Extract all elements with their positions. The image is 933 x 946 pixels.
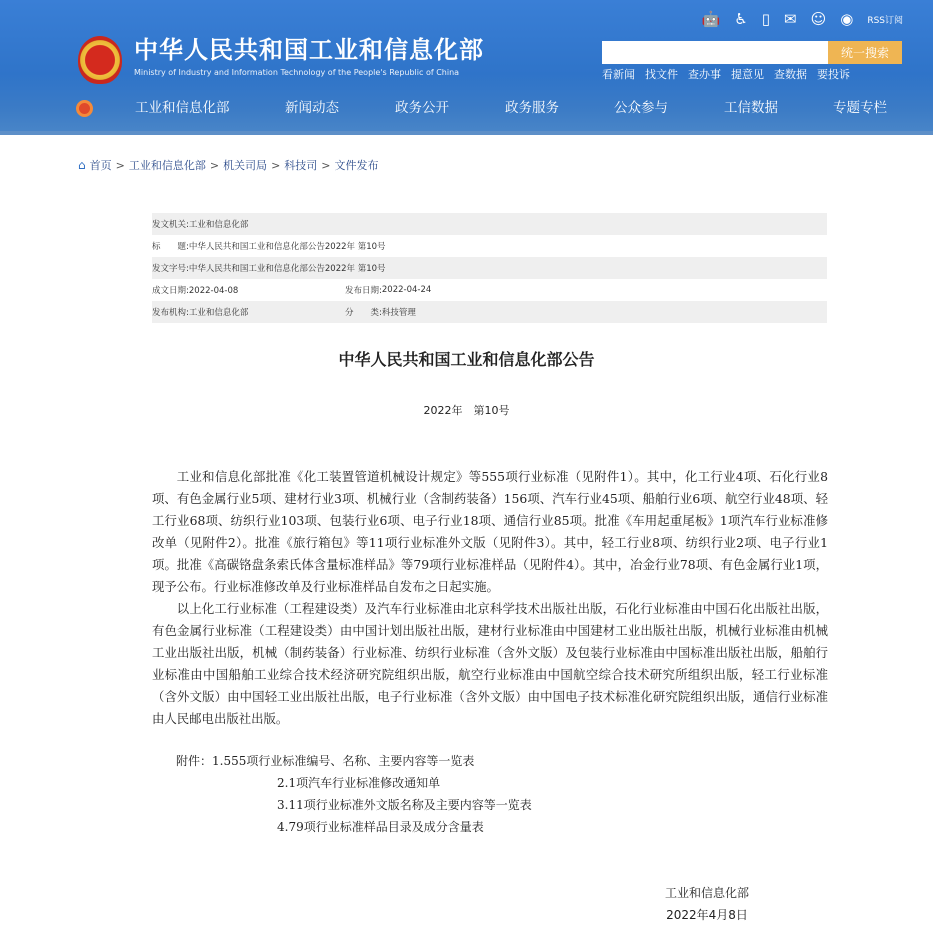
nav-gov-affairs[interactable]: 政务公开 [395, 100, 449, 116]
breadcrumb-departments[interactable]: 机关司局 [223, 159, 268, 172]
article-number: 2022年 第10号 [423, 404, 510, 417]
meta-row-issuer [152, 213, 827, 235]
search-input[interactable] [602, 41, 828, 64]
meta-label: 标 题: [152, 242, 189, 252]
nav-participation[interactable]: 公众参与 [614, 100, 668, 116]
breadcrumb-file-release[interactable]: 文件发布 [334, 159, 379, 172]
breadcrumb-tech-dept[interactable]: 科技司 [284, 159, 318, 172]
meta-row-title [152, 235, 827, 257]
meta-label: 发文字号: [152, 264, 189, 274]
breadcrumb-miit[interactable]: 工业和信息化部 [128, 159, 206, 172]
meta-value: 工业和信息化部 [188, 220, 249, 230]
meta-label: 发文机关: [152, 220, 189, 230]
attachments-list [176, 750, 828, 838]
meta-row-org [152, 301, 827, 323]
meta-value: 科技管理 [381, 308, 416, 318]
search-button[interactable]: 统一搜索 [828, 41, 902, 64]
wechat-icon[interactable]: ☺ [810, 10, 827, 28]
meta-row-dates [152, 279, 827, 301]
nav-miit[interactable]: 工业和信息化部 [135, 100, 230, 116]
article-content [152, 466, 828, 946]
national-emblem-logo [78, 36, 122, 84]
paragraph: 以上化工行业标准（工程建设类）及汽车行业标准由北京科学技术出版社出版，石化行业标准由中国石化出版社出版，有色金属行业标准（工程建设类）由中国计划出版社出版，建材行业标准由中国建材工业出版社出版，机械行业标准由机械工业出版社出版，机械（制药装备）行业标准、纺织行业标准（含外文版）及包装行业标准由中国标准出版社出版，船舶行业标准由中国船舶工业综合技术经济研究院组织出版，航空行业标准由中国航空综合技术研究所组织出版，轻工行业标准（含外文版）由中国轻工业出版社出版，电子行业标准（含外文版）由中国电子技术标准化研究院组织出版，通信行业标准由人民邮电出版社出版。 [152, 601, 828, 726]
attachment-3[interactable]: 3.11项行业标准外文版名称及主要内容等一览表 [277, 798, 532, 812]
meta-value: 2022-04-24 [381, 285, 432, 295]
meta-value: 中华人民共和国工业和信息化部公告2022年 第10号 [188, 264, 386, 274]
breadcrumb-home[interactable]: 首页 [89, 159, 112, 172]
signature-block [652, 882, 762, 926]
nav-data[interactable]: 工信数据 [724, 100, 778, 116]
meta-label: 发布机构: [152, 308, 189, 318]
nav-gov-services[interactable]: 政务服务 [505, 100, 559, 116]
robot-icon[interactable]: 🤖 [701, 10, 721, 28]
quick-link-services[interactable]: 查办事 [688, 68, 721, 81]
meta-row-doc-no [152, 257, 827, 279]
meta-label: 分 类: [345, 308, 382, 318]
quick-link-complaint[interactable]: 要投诉 [817, 68, 850, 81]
article-body [152, 466, 828, 730]
quick-link-files[interactable]: 找文件 [645, 68, 678, 81]
attachment-1[interactable]: 附件：1.555项行业标准编号、名称、主要内容等一览表 [176, 754, 475, 768]
weibo-icon[interactable]: ◉ [840, 10, 854, 28]
mail-icon[interactable]: ✉ [784, 10, 797, 28]
attachment-2[interactable]: 2.1项汽车行业标准修改通知单 [277, 776, 441, 790]
rss-link[interactable]: RSS订阅 [867, 15, 903, 26]
quick-link-news[interactable]: 看新闻 [602, 68, 635, 81]
quick-link-data[interactable]: 查数据 [774, 68, 807, 81]
document-metadata [152, 213, 827, 323]
breadcrumb: ⌂ 首页 > 工业和信息化部 > 机关司局 > 科技司 > 文件发布 [78, 158, 379, 172]
nav-topics[interactable]: 专题专栏 [833, 100, 887, 116]
meta-value: 2022-04-08 [188, 286, 239, 296]
paragraph: 工业和信息化部批准《化工装置管道机械设计规定》等555项行业标准（见附件1）。其中，化工行业4项、石化行业8项、有色金属行业5项、建材行业3项、机械行业（含制药装备）156项、汽车行业45项、船舶行业6项、航空行业48项、轻工行业68项、纺织行业103项、包装行业6项、电子行业18项、通信行业85项。批准《车用起重尾板》1项汽车行业标准修改单（见附件2）。批准《旅行箱包》等11项行业标准外文版（见附件3）。其中，轻工行业8项、纺织行业2项、电子行业1项。批准《高碳铬盘条索氏体含量标准样品》等79项行业标准样品（见附件4）。其中，冶金行业78项、有色金属行业1项，现予公布。行业标准修改单及行业标准样品自发布之日起实施。 [152, 469, 828, 594]
site-title[interactable]: 中华人民共和国工业和信息化部 [134, 36, 484, 64]
home-icon: ⌂ [78, 158, 86, 172]
accessibility-icon[interactable]: ♿ [734, 10, 748, 28]
meta-value: 工业和信息化部 [188, 308, 249, 318]
article-title: 中华人民共和国工业和信息化部公告 [338, 350, 595, 369]
main-nav [0, 99, 933, 119]
meta-label: 成文日期: [152, 286, 189, 296]
meta-label: 发布日期: [345, 286, 382, 296]
nav-news[interactable]: 新闻动态 [285, 100, 339, 116]
nav-logo-icon[interactable] [76, 100, 93, 117]
quick-link-feedback[interactable]: 提意见 [731, 68, 764, 81]
site-header [0, 0, 933, 135]
search-bar [602, 41, 902, 64]
quick-links [602, 68, 850, 82]
mobile-icon[interactable]: ▯ [761, 10, 770, 28]
toolbar [702, 10, 903, 28]
attachment-4[interactable]: 4.79项行业标准样品目录及成分含量表 [277, 820, 484, 834]
site-subtitle: Ministry of Industry and Information Technology of the People's Republic of China [134, 68, 460, 77]
signature: 工业和信息化部 [664, 886, 749, 900]
signature-date: 2022年4月8日 [666, 908, 748, 922]
meta-value: 中华人民共和国工业和信息化部公告2022年 第10号 [188, 242, 386, 252]
